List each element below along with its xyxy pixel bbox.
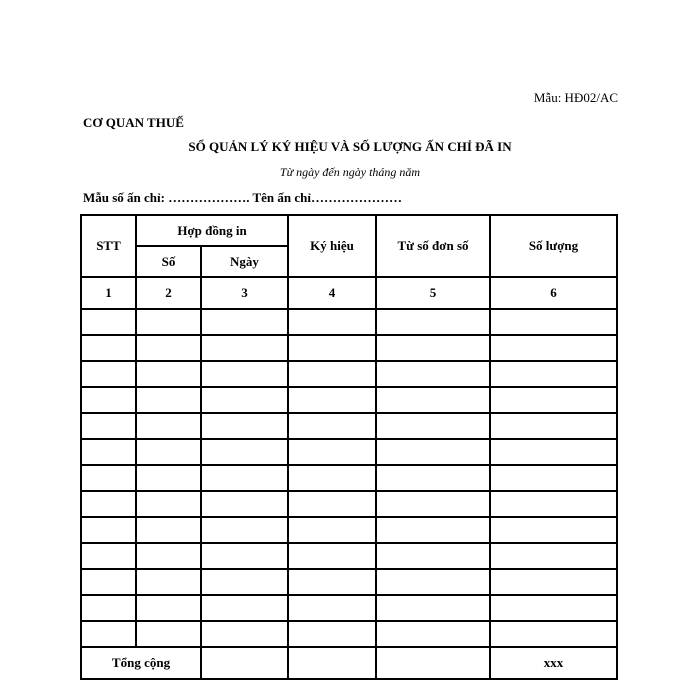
table-row [81,543,617,569]
table-row [81,309,617,335]
agency-label: CƠ QUAN THUẾ [83,115,184,130]
col-contract-no-header: Số [136,246,201,277]
table-cell [376,621,490,647]
table-cell [288,621,376,647]
table-cell [288,517,376,543]
table-cell [288,595,376,621]
table-cell [288,439,376,465]
table-cell [288,309,376,335]
table-cell [490,517,617,543]
table-cell [201,621,288,647]
table-cell [376,361,490,387]
column-number: 4 [288,277,376,309]
table-cell [201,491,288,517]
table-cell [81,439,136,465]
column-number: 6 [490,277,617,309]
table-cell [81,543,136,569]
table-cell [81,517,136,543]
table-cell [81,621,136,647]
table-cell [490,439,617,465]
document-title: SỔ QUẢN LÝ KÝ HIỆU VÀ SỐ LƯỢNG ẤN CHỈ ĐÃ IN [188,139,512,154]
table-cell [81,465,136,491]
table-cell [136,465,201,491]
form-meta-line: Mẫu số ấn chỉ: ………………. Tên ấn chỉ………………… [83,190,403,205]
table-cell [81,361,136,387]
header-row-1 [81,215,617,246]
table-cell [376,309,490,335]
table-row [81,517,617,543]
table-row [81,413,617,439]
table-cell [136,387,201,413]
table-cell [136,491,201,517]
table-cell [136,361,201,387]
table-cell [201,387,288,413]
ledger-table [80,214,618,680]
table-cell [136,543,201,569]
table-cell [376,517,490,543]
column-number: 2 [136,277,201,309]
table-cell [201,517,288,543]
table-cell [201,361,288,387]
table-cell [136,621,201,647]
table-cell [136,439,201,465]
table-row [81,439,617,465]
col-quantity-header: Số lượng [490,215,617,277]
table-cell [81,335,136,361]
table-cell [201,465,288,491]
table-row [81,465,617,491]
table-cell [376,413,490,439]
table-cell [376,569,490,595]
table-cell [490,465,617,491]
table-cell [201,309,288,335]
col-from-to-header: Từ số đơn số [376,215,490,277]
table-cell [288,569,376,595]
table-cell [288,361,376,387]
table-row [81,491,617,517]
table-cell [136,309,201,335]
table-cell [490,595,617,621]
table-row [81,595,617,621]
total-label: Tổng cộng [81,647,201,679]
table-cell [288,335,376,361]
table-cell [81,413,136,439]
table-cell [376,465,490,491]
table-cell [201,595,288,621]
table-cell [376,543,490,569]
form-code: Mẫu: HĐ02/AC [533,90,618,105]
table-cell [490,491,617,517]
table-cell [490,361,617,387]
table-cell [288,491,376,517]
empty-rows [81,309,617,647]
table-cell [376,491,490,517]
table-cell [288,465,376,491]
table-cell [201,335,288,361]
col-stt-header: STT [81,215,136,277]
table-cell [81,309,136,335]
table-cell [136,335,201,361]
total-row [81,647,617,679]
table-cell [490,309,617,335]
table-row [81,621,617,647]
table-cell [376,595,490,621]
table-cell [490,387,617,413]
table-cell [490,621,617,647]
table-cell [136,413,201,439]
table-cell [376,439,490,465]
table-cell [81,595,136,621]
table-row [81,387,617,413]
total-cell-from-to [376,647,490,679]
table-row [81,335,617,361]
total-cell-symbol [288,647,376,679]
table-cell [201,569,288,595]
table-cell [201,439,288,465]
table-cell [490,569,617,595]
table-cell [490,543,617,569]
col-contract-group-header: Hợp đồng in [136,215,288,246]
table-cell [288,387,376,413]
table-cell [201,413,288,439]
col-symbol-header: Ký hiệu [288,215,376,277]
table-cell [490,413,617,439]
total-cell-date [201,647,288,679]
column-number: 5 [376,277,490,309]
table-cell [81,569,136,595]
table-cell [136,517,201,543]
table-row [81,569,617,595]
table-cell [136,569,201,595]
total-quantity: xxx [490,647,617,679]
table-cell [201,543,288,569]
table-cell [81,491,136,517]
col-contract-date-header: Ngày [201,246,288,277]
column-number: 1 [81,277,136,309]
table-cell [288,543,376,569]
column-number-row [81,277,617,309]
table-cell [490,335,617,361]
table-cell [136,595,201,621]
table-cell [376,335,490,361]
table-cell [376,387,490,413]
table-cell [81,387,136,413]
table-cell [288,413,376,439]
table-row [81,361,617,387]
document-subtitle: Từ ngày đến ngày tháng năm [279,165,421,179]
column-number: 3 [201,277,288,309]
